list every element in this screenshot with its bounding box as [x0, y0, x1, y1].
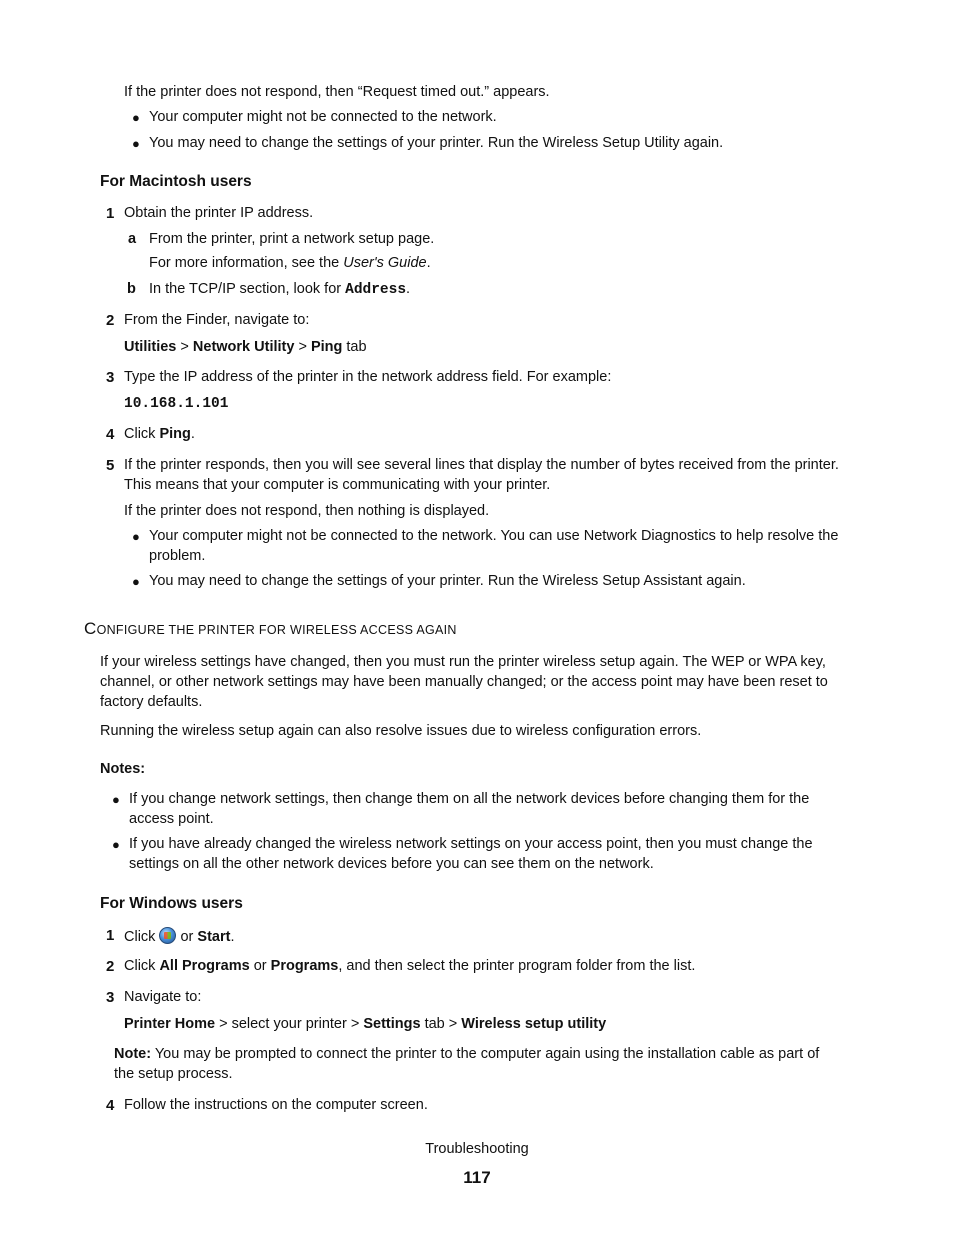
bullet-icon: ● — [112, 837, 120, 852]
step-number: 1 — [106, 927, 115, 944]
configure-para1-line3: factory defaults. — [100, 694, 203, 710]
ping-label: Ping — [159, 426, 191, 442]
mac-step2-path — [124, 339, 367, 355]
configure-para1-line1: If your wireless settings have changed, then you must run the printer wireless setup again. The WEP or WPA key, — [100, 654, 826, 670]
text: or — [249, 958, 271, 974]
mac-step1b-text — [149, 281, 410, 298]
text: In the TCP/IP section, look for — [149, 281, 346, 297]
windows-start-icon — [159, 927, 176, 944]
text: Click — [124, 426, 160, 442]
title-rest: ONFIGURE THE PRINTER FOR WIRELESS ACCESS AGAIN — [96, 623, 457, 637]
bullet-icon: ● — [112, 792, 120, 807]
win-step3-path — [124, 1016, 606, 1032]
text: For more information, see the — [149, 255, 344, 271]
note1-line2: access point. — [129, 811, 214, 827]
text: or — [176, 929, 198, 945]
path-settings: Settings — [363, 1016, 421, 1032]
mac-step5-line1: If the printer responds, then you will see several lines that display the number of bytes received from the printer. — [124, 457, 839, 473]
path-sep: > — [176, 339, 193, 355]
footer-section: Troubleshooting — [425, 1141, 529, 1157]
path-sep: tab > — [420, 1016, 462, 1032]
text: Click — [124, 958, 160, 974]
bullet-icon: ● — [132, 574, 140, 589]
title-cap: C — [84, 619, 97, 638]
win-step3-text: Navigate to: — [124, 989, 202, 1005]
mac-step1a-more — [149, 255, 431, 271]
step-number: 4 — [106, 426, 115, 443]
configure-para2: Running the wireless setup again can also resolve issues due to wireless configuration errors. — [100, 723, 702, 739]
address-code: Address — [345, 282, 407, 298]
mac-heading: For Macintosh users — [100, 173, 252, 190]
text: You may be prompted to connect the printer to the computer again using the installation cable as part of — [151, 1046, 820, 1062]
step-number: 2 — [106, 958, 115, 975]
text: . — [406, 281, 411, 297]
intro-bullet-1: Your computer might not be connected to the network. — [149, 109, 497, 125]
windows-heading: For Windows users — [100, 895, 243, 912]
text: Click — [124, 929, 160, 945]
mac-step1a-text: From the printer, print a network setup page. — [149, 231, 435, 247]
bullet-icon: ● — [132, 136, 140, 151]
bullet-icon: ● — [132, 529, 140, 544]
step-number: 1 — [106, 205, 115, 222]
path-network-utility: Network Utility — [192, 339, 295, 355]
text: , and then select the printer program folder from the list. — [338, 958, 696, 974]
substep-label: b — [127, 281, 136, 297]
path-ping: Ping — [310, 339, 343, 355]
configure-para1-line2: channel, or other network settings may have been manually changed; or the access point may have been reset to — [100, 674, 828, 690]
mac-step4-text — [124, 426, 195, 442]
note1-line1: If you change network settings, then change them on all the network devices before changing them for the — [129, 791, 810, 807]
mac-step5-bullet2: You may need to change the settings of your printer. Run the Wireless Setup Assistant again. — [149, 573, 746, 589]
text: . — [190, 426, 195, 442]
win-note-line1 — [114, 1046, 819, 1062]
section-title — [84, 619, 457, 639]
bullet-icon: ● — [132, 110, 140, 125]
mac-step5-line2: This means that your computer is communicating with your printer. — [124, 477, 551, 493]
page-number: 117 — [463, 1168, 491, 1187]
text: . — [230, 929, 235, 945]
text: . — [426, 255, 431, 271]
step-number: 5 — [106, 457, 115, 474]
mac-step5-no-response: If the printer does not respond, then nothing is displayed. — [124, 503, 490, 519]
path-utilities: Utilities — [124, 339, 177, 355]
note2-line1: If you have already changed the wireless network settings on your access point, then you must change the — [129, 836, 813, 852]
win-step1-text — [124, 927, 234, 945]
win-step2-text — [124, 958, 695, 974]
start-label: Start — [197, 929, 231, 945]
step-number: 3 — [106, 369, 115, 386]
users-guide-title: User's Guide — [343, 255, 427, 271]
notes-label: Notes: — [100, 761, 146, 777]
intro-no-response: If the printer does not respond, then “Request timed out.” appears. — [124, 84, 550, 100]
step-number: 4 — [106, 1097, 115, 1114]
mac-step3-text: Type the IP address of the printer in the network address field. For example: — [124, 369, 612, 385]
mac-step2-text: From the Finder, navigate to: — [124, 312, 310, 328]
path-sep: > — [294, 339, 311, 355]
step-number: 2 — [106, 312, 115, 329]
path-wireless-setup-utility: Wireless setup utility — [461, 1016, 607, 1032]
win-note-line2: the setup process. — [114, 1066, 233, 1082]
win-step4-text: Follow the instructions on the computer screen. — [124, 1097, 428, 1113]
intro-bullet-2: You may need to change the settings of your printer. Run the Wireless Setup Utility again. — [149, 135, 724, 151]
mac-step5-bullet1-line1: Your computer might not be connected to the network. You can use Network Diagnostics to help resolve the — [149, 528, 839, 544]
path-sep: > select your printer > — [215, 1016, 364, 1032]
substep-label: a — [128, 231, 137, 247]
note2-line2: settings on all the other network devices before you can see them on the network. — [129, 856, 654, 872]
ip-example: 10.168.1.101 — [124, 396, 229, 412]
path-printer-home: Printer Home — [124, 1016, 216, 1032]
note-label: Note: — [114, 1046, 152, 1062]
step-number: 3 — [106, 989, 115, 1006]
all-programs-label: All Programs — [159, 958, 250, 974]
programs-label: Programs — [270, 958, 339, 974]
path-tab: tab — [342, 339, 367, 355]
mac-step1-text: Obtain the printer IP address. — [124, 205, 314, 221]
mac-step5-bullet1-line2: problem. — [149, 548, 206, 564]
